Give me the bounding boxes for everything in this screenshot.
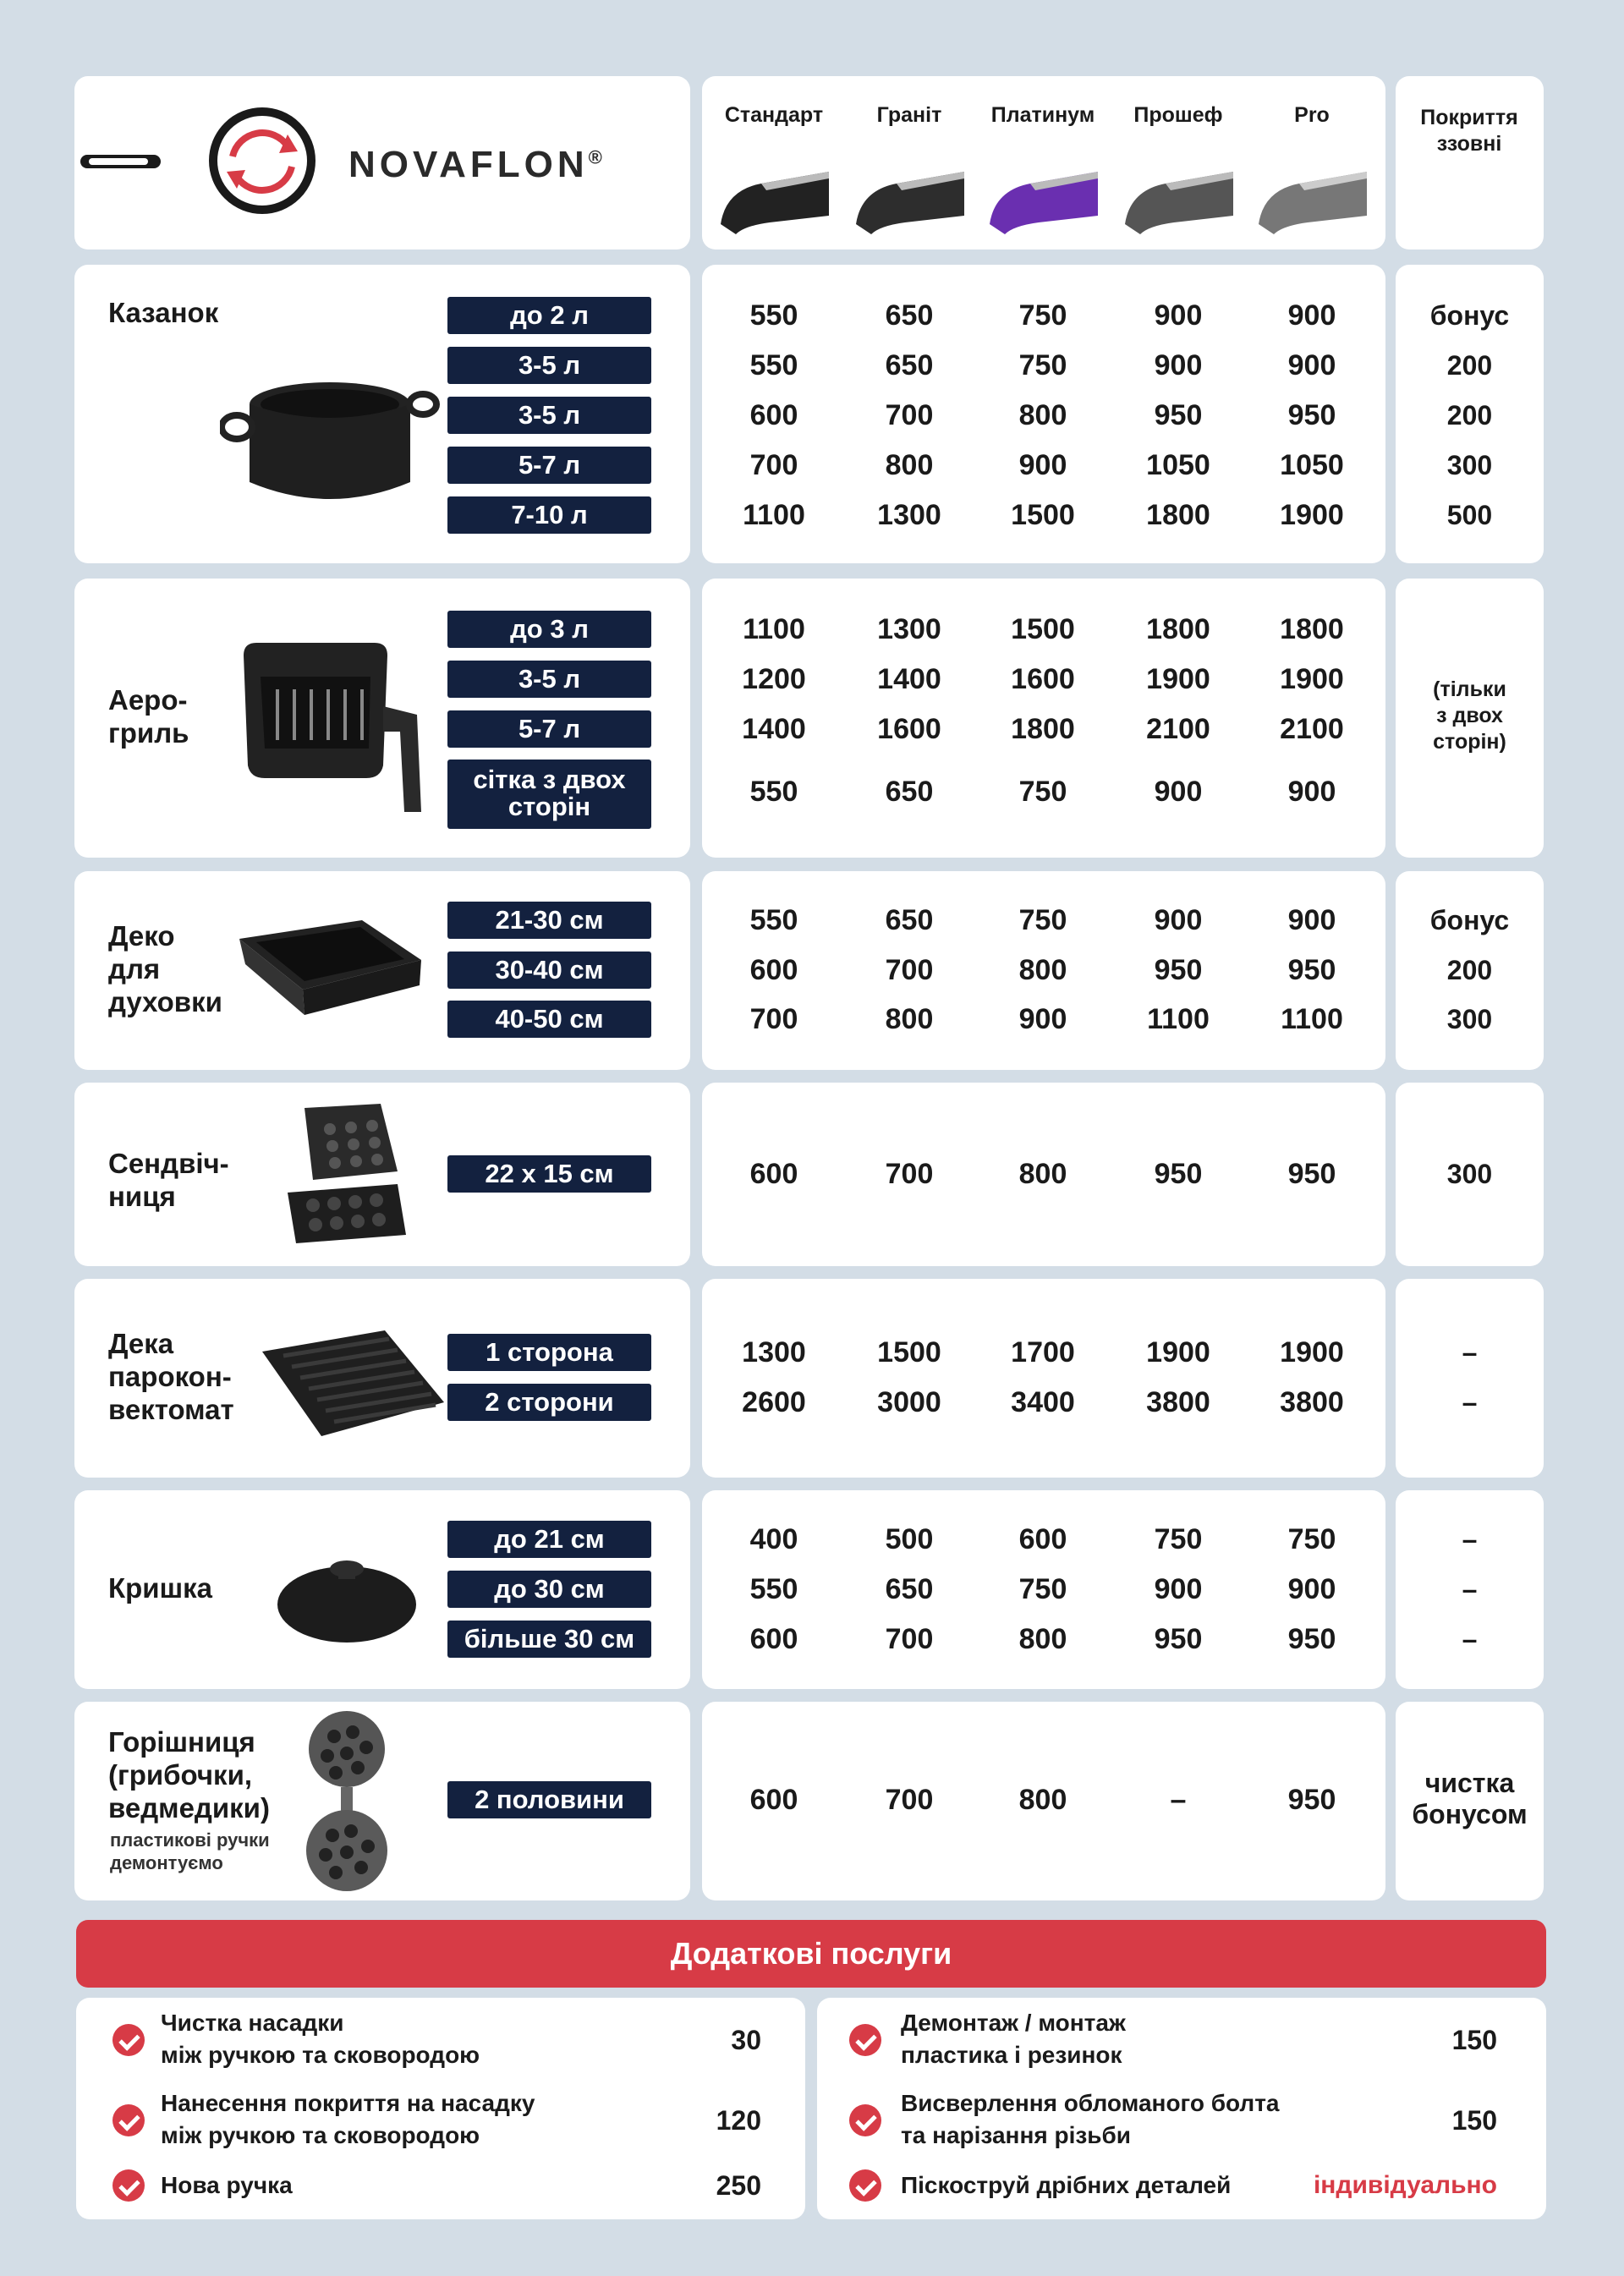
check-circle-icon	[849, 2104, 881, 2136]
service-label: Нанесення покриття на насадку між ручкою та сковородою	[161, 2090, 535, 2148]
price-cell: 750	[1154, 1523, 1203, 1555]
brand-logo	[76, 106, 602, 224]
price-cell: 1800	[1011, 713, 1075, 745]
service-price: 30	[731, 2025, 761, 2055]
row-combi-oven-tray-coating-card	[1396, 1279, 1544, 1478]
price-cell: 1200	[742, 663, 806, 695]
price-cell: 1300	[877, 613, 941, 645]
coating-price-cell: –	[1462, 1524, 1478, 1555]
sandwich-maker-icon	[279, 1100, 414, 1248]
price-cell: 600	[749, 1623, 798, 1655]
price-cell: 600	[1018, 1523, 1067, 1555]
price-cell: 1300	[742, 1336, 806, 1368]
service-label: Піскоструй дрібних деталей	[901, 2172, 1232, 2198]
coating-price-cell: бонус	[1429, 905, 1510, 935]
price-cell: 950	[1287, 1158, 1336, 1190]
size-chip: до 21 см	[447, 1521, 651, 1558]
swatch-granite-icon	[856, 172, 964, 234]
coating-price-cell: –	[1462, 1337, 1478, 1368]
price-cell: 750	[1018, 299, 1067, 332]
size-chip: 3-5 л	[447, 397, 651, 434]
price-cell: 750	[1018, 776, 1067, 808]
coating-price-cell: 500	[1446, 500, 1493, 530]
price-cell: 1100	[743, 499, 805, 531]
price-cell: 800	[1018, 399, 1067, 431]
coating-price-cell: 300	[1446, 1159, 1493, 1189]
price-cell: 650	[885, 349, 934, 381]
price-cell: 950	[1154, 399, 1203, 431]
row-title-nut-mold: Горішниця (грибочки, ведмедики)	[108, 1726, 270, 1824]
service-price: 120	[716, 2105, 761, 2136]
price-cell: 1400	[877, 663, 941, 695]
check-circle-icon	[112, 2169, 145, 2202]
price-cell: 700	[885, 1623, 934, 1655]
size-chip: до 3 л	[447, 611, 651, 648]
price-cell: 1800	[1280, 613, 1344, 645]
size-chip: до 2 л	[447, 297, 651, 334]
size-chip: 3-5 л	[447, 661, 651, 698]
coating-price-cell: –	[1462, 1624, 1478, 1654]
row-combi-oven-tray-prices-card	[702, 1279, 1385, 1478]
price-cell: 800	[885, 449, 934, 481]
column-header-platinum: Платинум	[990, 103, 1095, 127]
price-cell: 600	[749, 1158, 798, 1190]
service-price: 150	[1451, 2025, 1497, 2055]
price-cell: 2100	[1280, 713, 1344, 745]
price-cell: 1900	[1280, 663, 1344, 695]
check-circle-icon	[849, 2169, 881, 2202]
price-cell: 900	[1287, 349, 1336, 381]
price-cell: 1900	[1280, 499, 1344, 531]
price-cell: 950	[1154, 954, 1203, 986]
size-chip: 5-7 л	[447, 447, 651, 484]
size-chip: 3-5 л	[447, 347, 651, 384]
price-cell: 900	[1154, 904, 1203, 936]
service-price: індивідуально	[1313, 2171, 1497, 2199]
price-cell: 900	[1018, 449, 1067, 481]
price-cell: 1500	[1011, 613, 1075, 645]
price-cell: 950	[1287, 1623, 1336, 1655]
price-cell: 650	[885, 776, 934, 808]
price-cell: 750	[1018, 904, 1067, 936]
brand-name: NOVAFLON®	[348, 144, 602, 185]
grill-tray-icon	[258, 1326, 448, 1445]
size-chip: 21-30 см	[447, 902, 651, 939]
price-cell: 750	[1018, 1573, 1067, 1605]
row-title-airfryer: Аеро- гриль	[108, 684, 189, 749]
coating-price-cell: 200	[1446, 955, 1493, 985]
price-cell: 1100	[743, 613, 805, 645]
price-cell: 800	[1018, 1623, 1067, 1655]
price-cell: 1900	[1146, 663, 1210, 695]
coating-price-cell: 200	[1446, 350, 1493, 381]
price-cell: 900	[1287, 299, 1336, 332]
price-cell: 900	[1154, 776, 1203, 808]
coating-price-cell: бонус	[1429, 300, 1510, 331]
coating-price-cell: –	[1462, 1574, 1478, 1604]
price-cell: 600	[749, 1784, 798, 1816]
column-header-granite: Граніт	[876, 103, 942, 127]
check-circle-icon	[112, 2024, 145, 2056]
size-chip: 1 сторона	[447, 1334, 651, 1371]
lid-icon	[275, 1552, 419, 1645]
price-cell: 700	[749, 1003, 798, 1035]
price-cell: 1700	[1011, 1336, 1075, 1368]
swatch-prochef-icon	[1125, 172, 1233, 234]
column-header-prochef: Прошеф	[1133, 103, 1223, 127]
nut-mold-icon	[300, 1707, 393, 1897]
header-coating-card	[1396, 76, 1544, 250]
price-cell: 750	[1287, 1523, 1336, 1555]
price-cell: 1050	[1280, 449, 1344, 481]
price-cell: 1300	[877, 499, 941, 531]
swatch-pro-icon	[1259, 172, 1367, 234]
price-cell: 900	[1287, 904, 1336, 936]
service-label: Демонтаж / монтаж пластика і резинок	[901, 2010, 1126, 2068]
size-chip: сітка з двох сторін	[447, 760, 651, 829]
price-cell: 700	[885, 1784, 934, 1816]
frying-pan-icon	[76, 106, 330, 224]
size-chip: 2 половини	[447, 1781, 651, 1818]
price-cell: 650	[885, 1573, 934, 1605]
pot-icon	[220, 372, 440, 516]
price-cell: 550	[749, 1573, 798, 1605]
row-title-oven-tray: Деко для духовки	[108, 920, 222, 1017]
price-cell: 550	[749, 776, 798, 808]
price-cell: 900	[1154, 1573, 1203, 1605]
price-cell: 900	[1287, 776, 1336, 808]
price-cell: 900	[1154, 299, 1203, 332]
price-cell: 500	[885, 1523, 934, 1555]
service-price: 150	[1451, 2105, 1497, 2136]
swatch-platinum-icon	[990, 172, 1098, 234]
coating-price-cell: –	[1462, 1387, 1478, 1418]
price-cell: 2600	[742, 1386, 806, 1418]
coating-note: чистка бонусом	[1412, 1768, 1528, 1829]
price-cell: 600	[749, 399, 798, 431]
price-cell: 700	[885, 1158, 934, 1190]
price-cell: 1100	[1281, 1003, 1343, 1035]
price-cell: 1800	[1146, 499, 1210, 531]
service-label: Чистка насадки між ручкою та сковородою	[161, 2010, 480, 2068]
row-title-sandwich-maker: Сендвіч- ниця	[108, 1148, 229, 1212]
size-chip: 22 х 15 см	[447, 1155, 651, 1193]
check-circle-icon	[849, 2024, 881, 2056]
price-cell: 800	[1018, 954, 1067, 986]
size-chip: 2 сторони	[447, 1384, 651, 1421]
price-cell: 900	[1018, 1003, 1067, 1035]
price-cell: 1900	[1280, 1336, 1344, 1368]
service-label: Висверлення обломаного болта та нарізання різьби	[901, 2090, 1280, 2148]
price-cell: 950	[1287, 399, 1336, 431]
price-cell: –	[1170, 1784, 1187, 1816]
price-cell: 1600	[877, 713, 941, 745]
price-cell: 550	[749, 904, 798, 936]
service-price: 250	[716, 2170, 761, 2201]
price-cell: 800	[1018, 1158, 1067, 1190]
row-title-pot: Казанок	[108, 297, 219, 328]
price-cell: 950	[1287, 954, 1336, 986]
check-circle-icon	[112, 2104, 145, 2136]
size-chip: 5-7 л	[447, 710, 651, 748]
price-cell: 3400	[1011, 1386, 1075, 1418]
price-cell: 650	[885, 904, 934, 936]
price-cell: 1400	[742, 713, 806, 745]
price-cell: 950	[1154, 1158, 1203, 1190]
price-cell: 1600	[1011, 663, 1075, 695]
coating-price-cell: 300	[1446, 450, 1493, 480]
price-cell: 1900	[1146, 1336, 1210, 1368]
size-chip: більше 30 см	[447, 1621, 651, 1658]
service-label: Нова ручка	[161, 2172, 293, 2198]
size-chip: 30-40 см	[447, 952, 651, 989]
price-cell: 800	[1018, 1784, 1067, 1816]
price-cell: 3800	[1146, 1386, 1210, 1418]
coating-price-cell: 300	[1446, 1004, 1493, 1034]
row-title-lid: Кришка	[108, 1572, 212, 1604]
price-cell: 550	[749, 349, 798, 381]
price-cell: 700	[885, 954, 934, 986]
row-note-nut-mold: пластикові ручки демонтуємо	[110, 1829, 270, 1873]
price-cell: 950	[1287, 1784, 1336, 1816]
coating-swatches	[710, 156, 1379, 237]
coating-price-cell: 200	[1446, 400, 1493, 431]
price-cell: 3800	[1280, 1386, 1344, 1418]
price-cell: 750	[1018, 349, 1067, 381]
price-cell: 2100	[1146, 713, 1210, 745]
price-cell: 700	[885, 399, 934, 431]
size-chip: до 30 см	[447, 1571, 651, 1608]
price-cell: 1100	[1147, 1003, 1210, 1035]
price-cell: 3000	[877, 1386, 941, 1418]
price-cell: 1800	[1146, 613, 1210, 645]
row-title-combi-oven-tray: Дека парокон- вектомат	[108, 1328, 234, 1425]
price-cell: 400	[749, 1523, 798, 1555]
price-cell: 600	[749, 954, 798, 986]
swatch-standard-icon	[721, 172, 829, 234]
extra-services-banner: Додаткові послуги	[76, 1920, 1546, 1988]
oven-tray-icon	[235, 913, 425, 1023]
column-header-pro: Pro	[1294, 103, 1330, 127]
price-cell: 800	[885, 1003, 934, 1035]
airfryer-basket-icon	[235, 639, 430, 816]
price-cell: 1500	[877, 1336, 941, 1368]
size-chip: 7-10 л	[447, 496, 651, 534]
column-header-outer-coating: Покриття ззовні	[1420, 106, 1518, 156]
column-header-standard: Стандарт	[724, 103, 824, 127]
price-cell: 550	[749, 299, 798, 332]
price-cell: 950	[1154, 1623, 1203, 1655]
price-cell: 700	[749, 449, 798, 481]
price-cell: 1050	[1146, 449, 1210, 481]
price-cell: 1500	[1011, 499, 1075, 531]
price-cell: 650	[885, 299, 934, 332]
price-cell: 900	[1287, 1573, 1336, 1605]
coating-note: (тільки з двох сторін)	[1433, 677, 1506, 754]
price-cell: 900	[1154, 349, 1203, 381]
size-chip: 40-50 см	[447, 1001, 651, 1038]
